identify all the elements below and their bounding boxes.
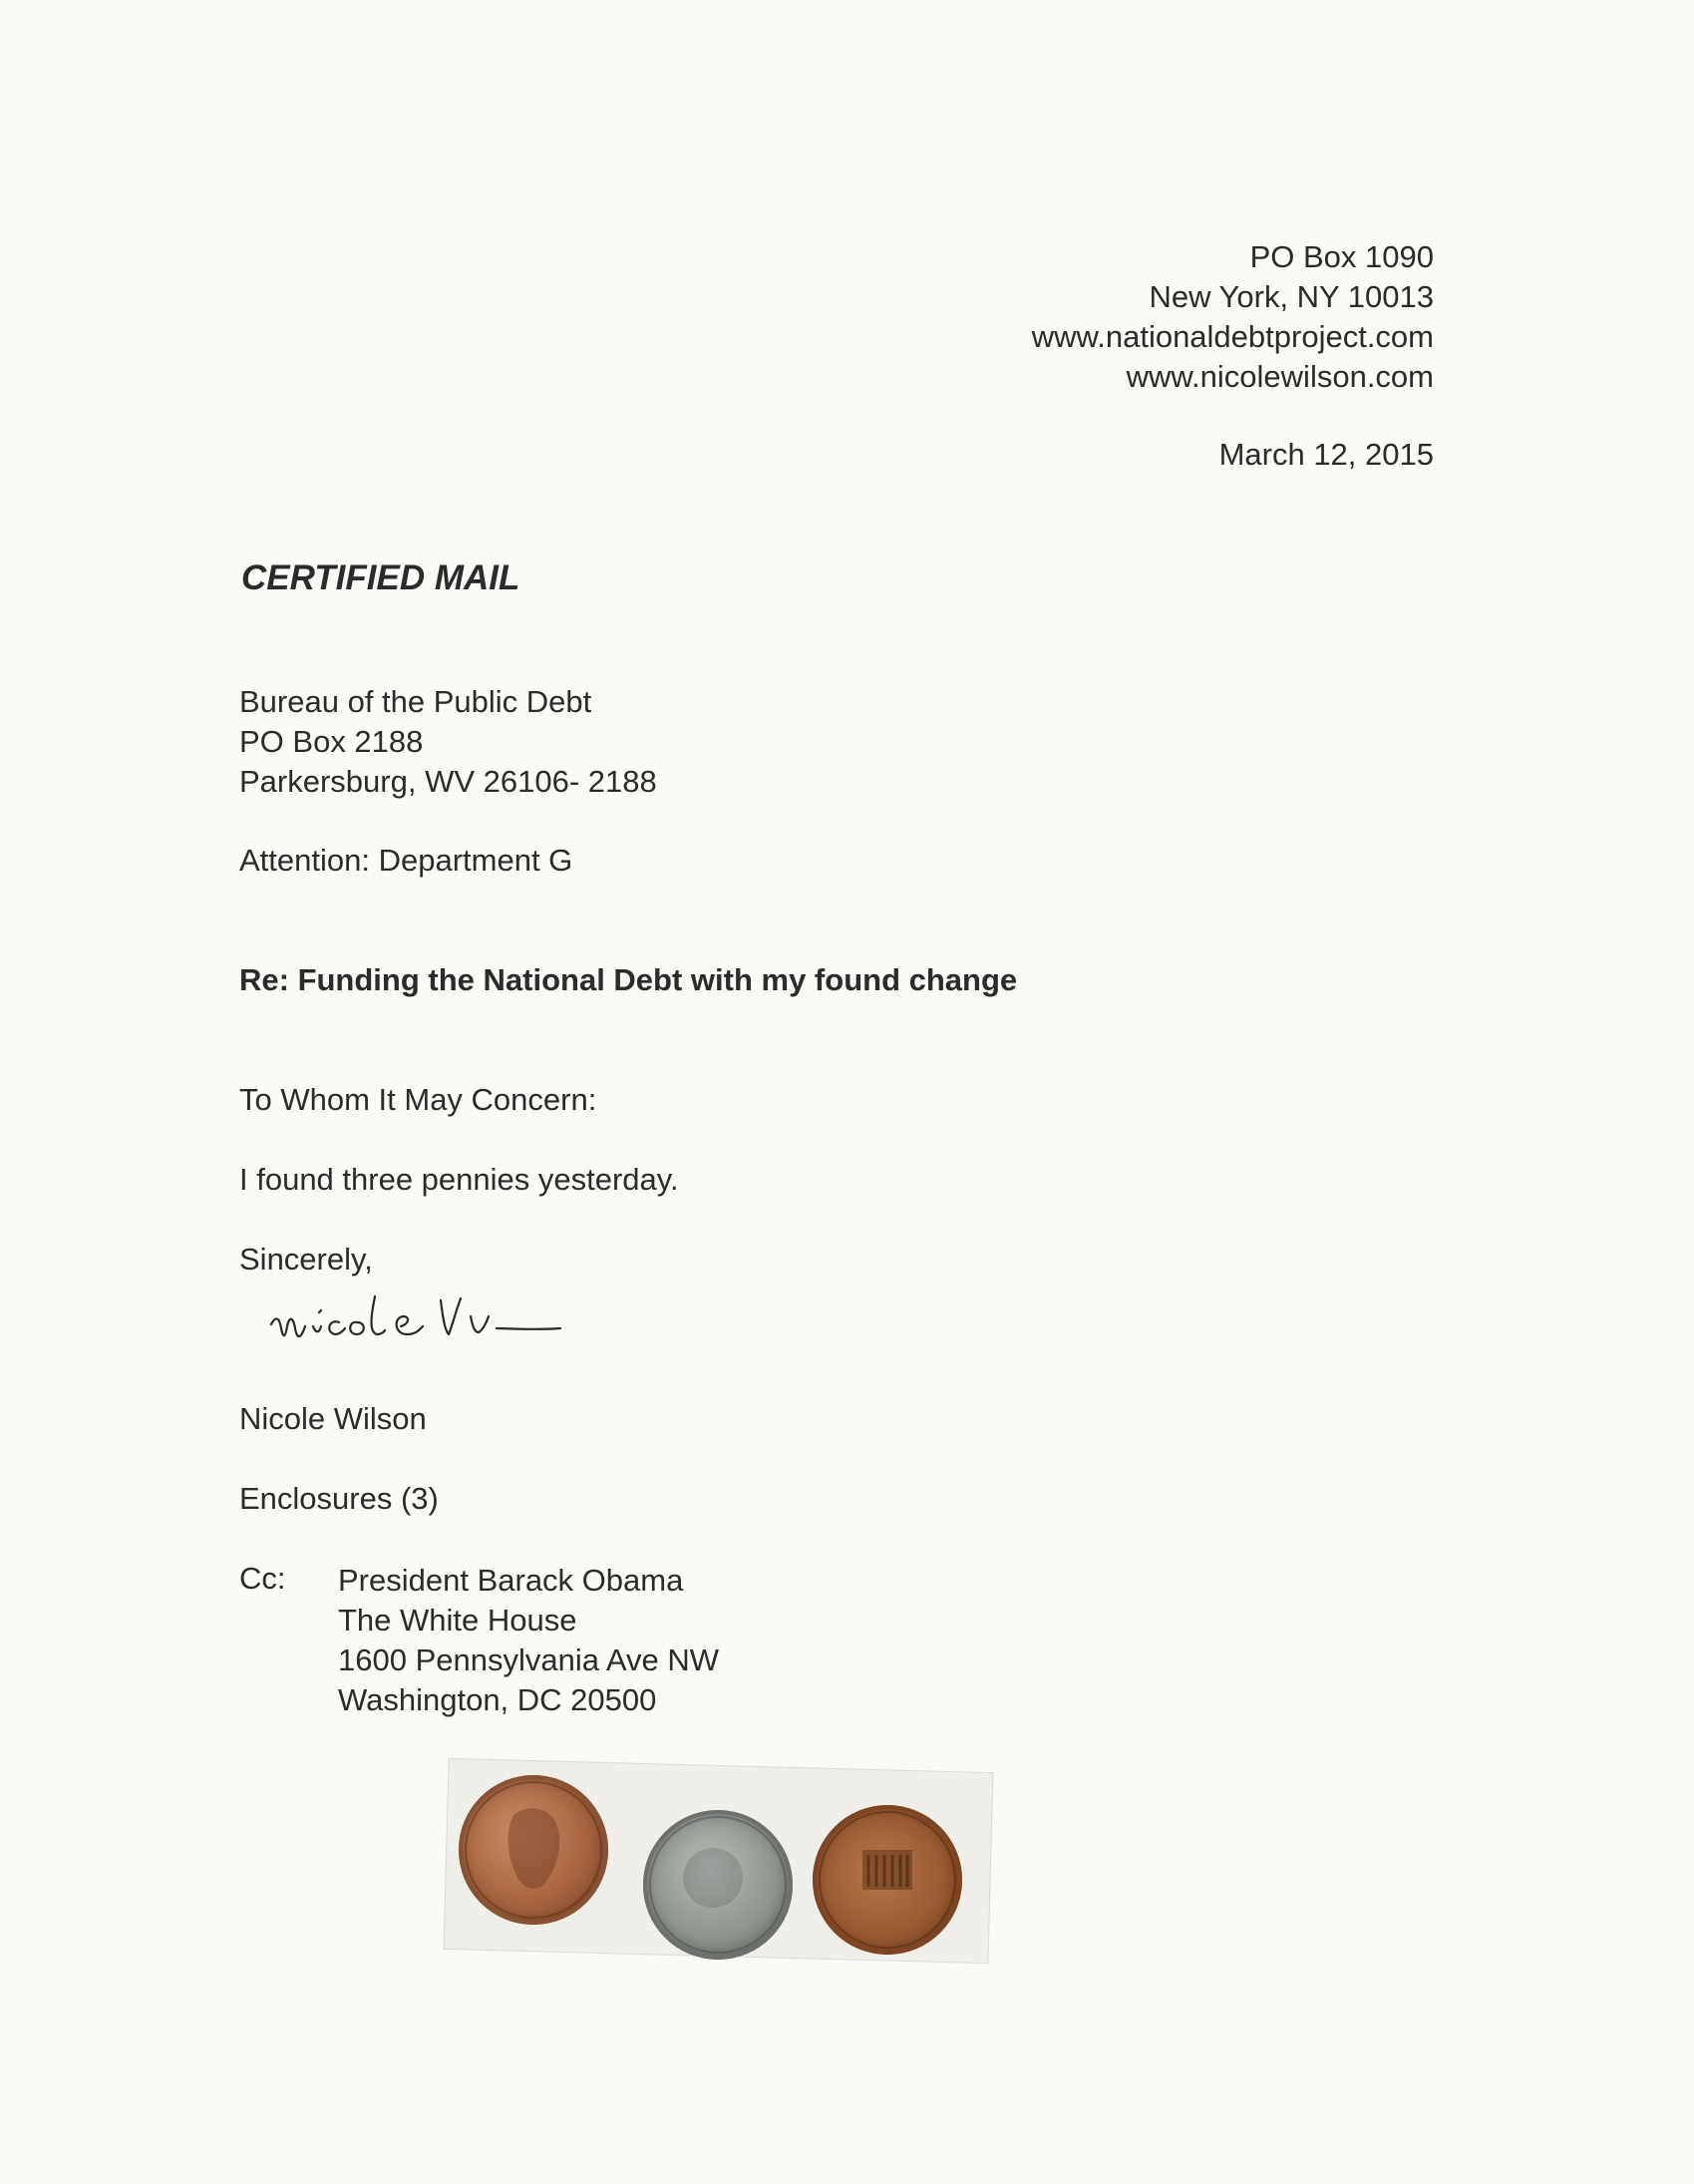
sender-website-1: www.nationaldebtproject.com <box>1031 319 1434 354</box>
sender-line-2: New York, NY 10013 <box>1149 279 1434 314</box>
recipient-line-2: PO Box 2188 <box>239 724 424 759</box>
handwritten-signature <box>261 1276 610 1366</box>
enclosures-line: Enclosures (3) <box>239 1481 439 1516</box>
penny-worn-image <box>643 1810 793 1960</box>
delivery-method: CERTIFIED MAIL <box>241 558 520 597</box>
cc-line-3: 1600 Pennsylvania Ave NW <box>338 1642 719 1677</box>
recipient-line-3: Parkersburg, WV 26106- 2188 <box>239 764 657 799</box>
cc-address <box>338 1561 719 1720</box>
recipient-line-1: Bureau of the Public Debt <box>239 684 592 719</box>
penny-reverse-image <box>813 1805 962 1955</box>
cc-label: Cc: <box>239 1561 286 1596</box>
sender-line-1: PO Box 1090 <box>1249 239 1434 274</box>
attention-line: Attention: Department G <box>239 843 573 878</box>
cc-line-4: Washington, DC 20500 <box>338 1682 657 1717</box>
subject-line: Re: Funding the National Debt with my found change <box>239 962 1018 997</box>
recipient-address <box>239 682 657 802</box>
signer-name: Nicole Wilson <box>239 1401 427 1436</box>
salutation: To Whom It May Concern: <box>239 1082 597 1117</box>
letter-date: March 12, 2015 <box>1218 437 1434 472</box>
letter-body: I found three pennies yesterday. <box>239 1162 679 1197</box>
cc-line-2: The White House <box>338 1603 577 1638</box>
penny-obverse-image <box>459 1775 608 1925</box>
closing: Sincerely, <box>239 1242 373 1276</box>
cc-line-1: President Barack Obama <box>338 1563 684 1598</box>
sender-website-2: www.nicolewilson.com <box>1126 359 1434 394</box>
sender-address <box>1032 237 1434 397</box>
